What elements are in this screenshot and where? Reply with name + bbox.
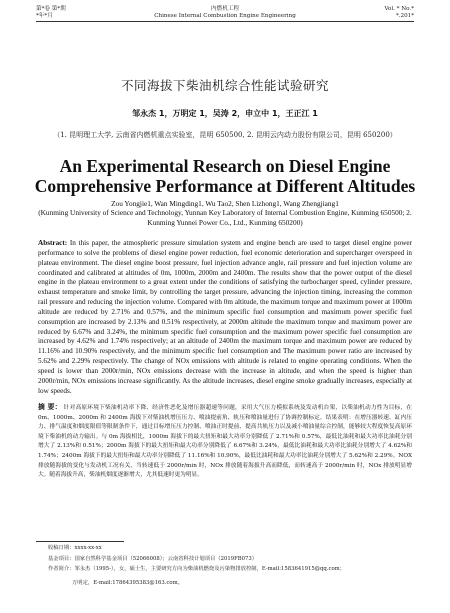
affiliation-cn: （1. 昆明理工大学, 云南省内燃机重点实验室，昆明 650500, 2. 昆明云内动力股份有限公司，昆明 650200） — [53, 131, 397, 139]
footnote-contact: 万明定，E-mail:17864395383@163.com。 — [72, 580, 183, 586]
header-rule — [36, 21, 414, 22]
title-en: An Experimental Research on Diesel Engine Comprehensive Performance at Different Altitudes — [34, 156, 416, 196]
footnote-rule — [36, 541, 124, 542]
header-volume-en: Vol. * No.* — [384, 6, 414, 12]
header-volume-cn: 第*卷 第*期 — [36, 6, 66, 12]
footnote-fund: 基金项目：国家自然科学基金项目（52066008）；云南省科技计划项目（2019FB073） — [48, 556, 258, 562]
header-journal-en: Chinese Internal Combustion Engine Engineering — [154, 13, 296, 19]
authors-cn: 邹永杰 1，万明定 1，吴涛 2，申立中 1，王正江 1 — [132, 109, 318, 118]
authors-en: Zou Yongjie1, Wan Mingding1, Wu Tao2, Shen Lizhong1, Wang Zhengjiang1 — [111, 199, 339, 208]
abstract-cn — [38, 403, 412, 481]
abstract-en-label: Abstract: — [38, 239, 68, 247]
title-cn: 不同海拔下柴油机综合性能试验研究 — [120, 78, 329, 93]
header-journal-cn: 内燃机工程 — [211, 6, 239, 12]
abstract-en-text: In this paper, the atmospheric pressure simulation system and engine bench are used to target diesel engine power performance to solve the problems of diesel engine power reduction, fuel economic deterioration and supercharger overspeed in plateau environment. The diesel engine boost pressure, fuel injection advance angle, rail pressure and fuel injection volume are coordinated and calibrated at altitudes of 0m, 1000m, 2000m and 2400m. The results show that the power output of the diesel engine in the plateau environment to a great extent under the conditions of satisfying the turbocharger speed, cylinder pressure, exhaust temperature and smoke limit, by controlling the target pressure, advancing the injection timing, increasing the common rail pressure and reducing the injection volume. Compared with 0m altitude, the maximum torque and maximum power at 1000m altitude are reduced by 2.71% and 0.57%, and the minimum specific fuel consumption and maximum power specific fuel consumption are increased by 2.13% and 0.51% respectively, at 2000m altitude the maximum torque and maximum power are reduced by 6.67% and 3.24%, the minimum specific fuel consumption and the maximum power specific fuel consumption are increased by 4.62% and 1.74% respectively; at an altitude of 2400m the maximum torque and maximum power are reduced by 11.16% and 10.90% respectively, and the minimum specific fuel consumption and The maximum power ratio are increased by 5.62% and 2.29% respectively. The change of NOx emissions with altitude is related to engine operating conditions. When the speed is lower than 2000r/min, NOx emissions decrease with the increase in altitude, and when the speed is higher than 2000r/min, NOx emissions increase significantly. As the altitude increases, diesel engine smoke gradually increases, especially at low speeds. — [38, 239, 412, 395]
abstract-en — [38, 239, 412, 397]
header-year-en: *.201* — [395, 13, 414, 19]
affiliation-en: (Kunming University of Science and Technology, Yunnan Key Laboratory of Internal Combustion Engine, Kunming 650500; 2. Kunming Yunnei Power Co., Ltd., Kunming 650200) — [38, 208, 412, 227]
header-date-cn: *年*月 — [36, 13, 53, 19]
footnote-received: 收稿日期：xxxx-xx-xx — [48, 545, 102, 551]
abstract-cn-text: 针对高原环境下柴油机功率下降、经济性恶化及增压器超速等问题，采用大气压力模拟系统及发动机台架，以柴油机动力性为目标，在 0m、1000m、2000m 和 2400m 海拔下对柴油机增压压力、喷油提前角、轨压和喷油量进行了协调控制标定。结果表明：在增压器转速、缸内压力、排气温度和烟度限值等限制条件下，通过目标增压压力控制、喷油正时提前、提高共轨压力以及减小喷油量综合控制，能够较大程度恢复高原环境下柴油机的动力输出。与 0m 海拔相比，1000m 海拔下的最大扭矩和最大功率分别降低了 2.71%和 0.57%，最低比油耗和最大功率比油耗分别增大了 2.13%和 0.51%；2000m 海拔下的最大扭矩和最大功率分别降低了 6.67%和 3.24%，最低比油耗和最大功率比油耗分别增大了 4.62%和 1.74%；2400m 海拔下的最大扭矩和最大功率分别降低了 11.16%和 10.90%，最低比油耗和最大功率比油耗分别增大了 5.62%和 2.29%。NOX 排放随海拔的变化与发动机工况有关，当转速低于 2000r/min 时，NOx 排放随着海拔升高而降低，而转速高于 2000r/min 时，NOx 排放明显增大。随着海拔升高，柴油机烟度逐渐增大，尤其低速时更为明显。 — [38, 405, 412, 479]
abstract-cn-label: 摘 要： — [38, 403, 62, 411]
footnote-author-bio: 作者简介：邹永杰（1995-），女，硕士生，主要研究方向为柴油机燃烧及污染物排放控制，E-mail:1583641915@qq.com； — [48, 566, 345, 572]
